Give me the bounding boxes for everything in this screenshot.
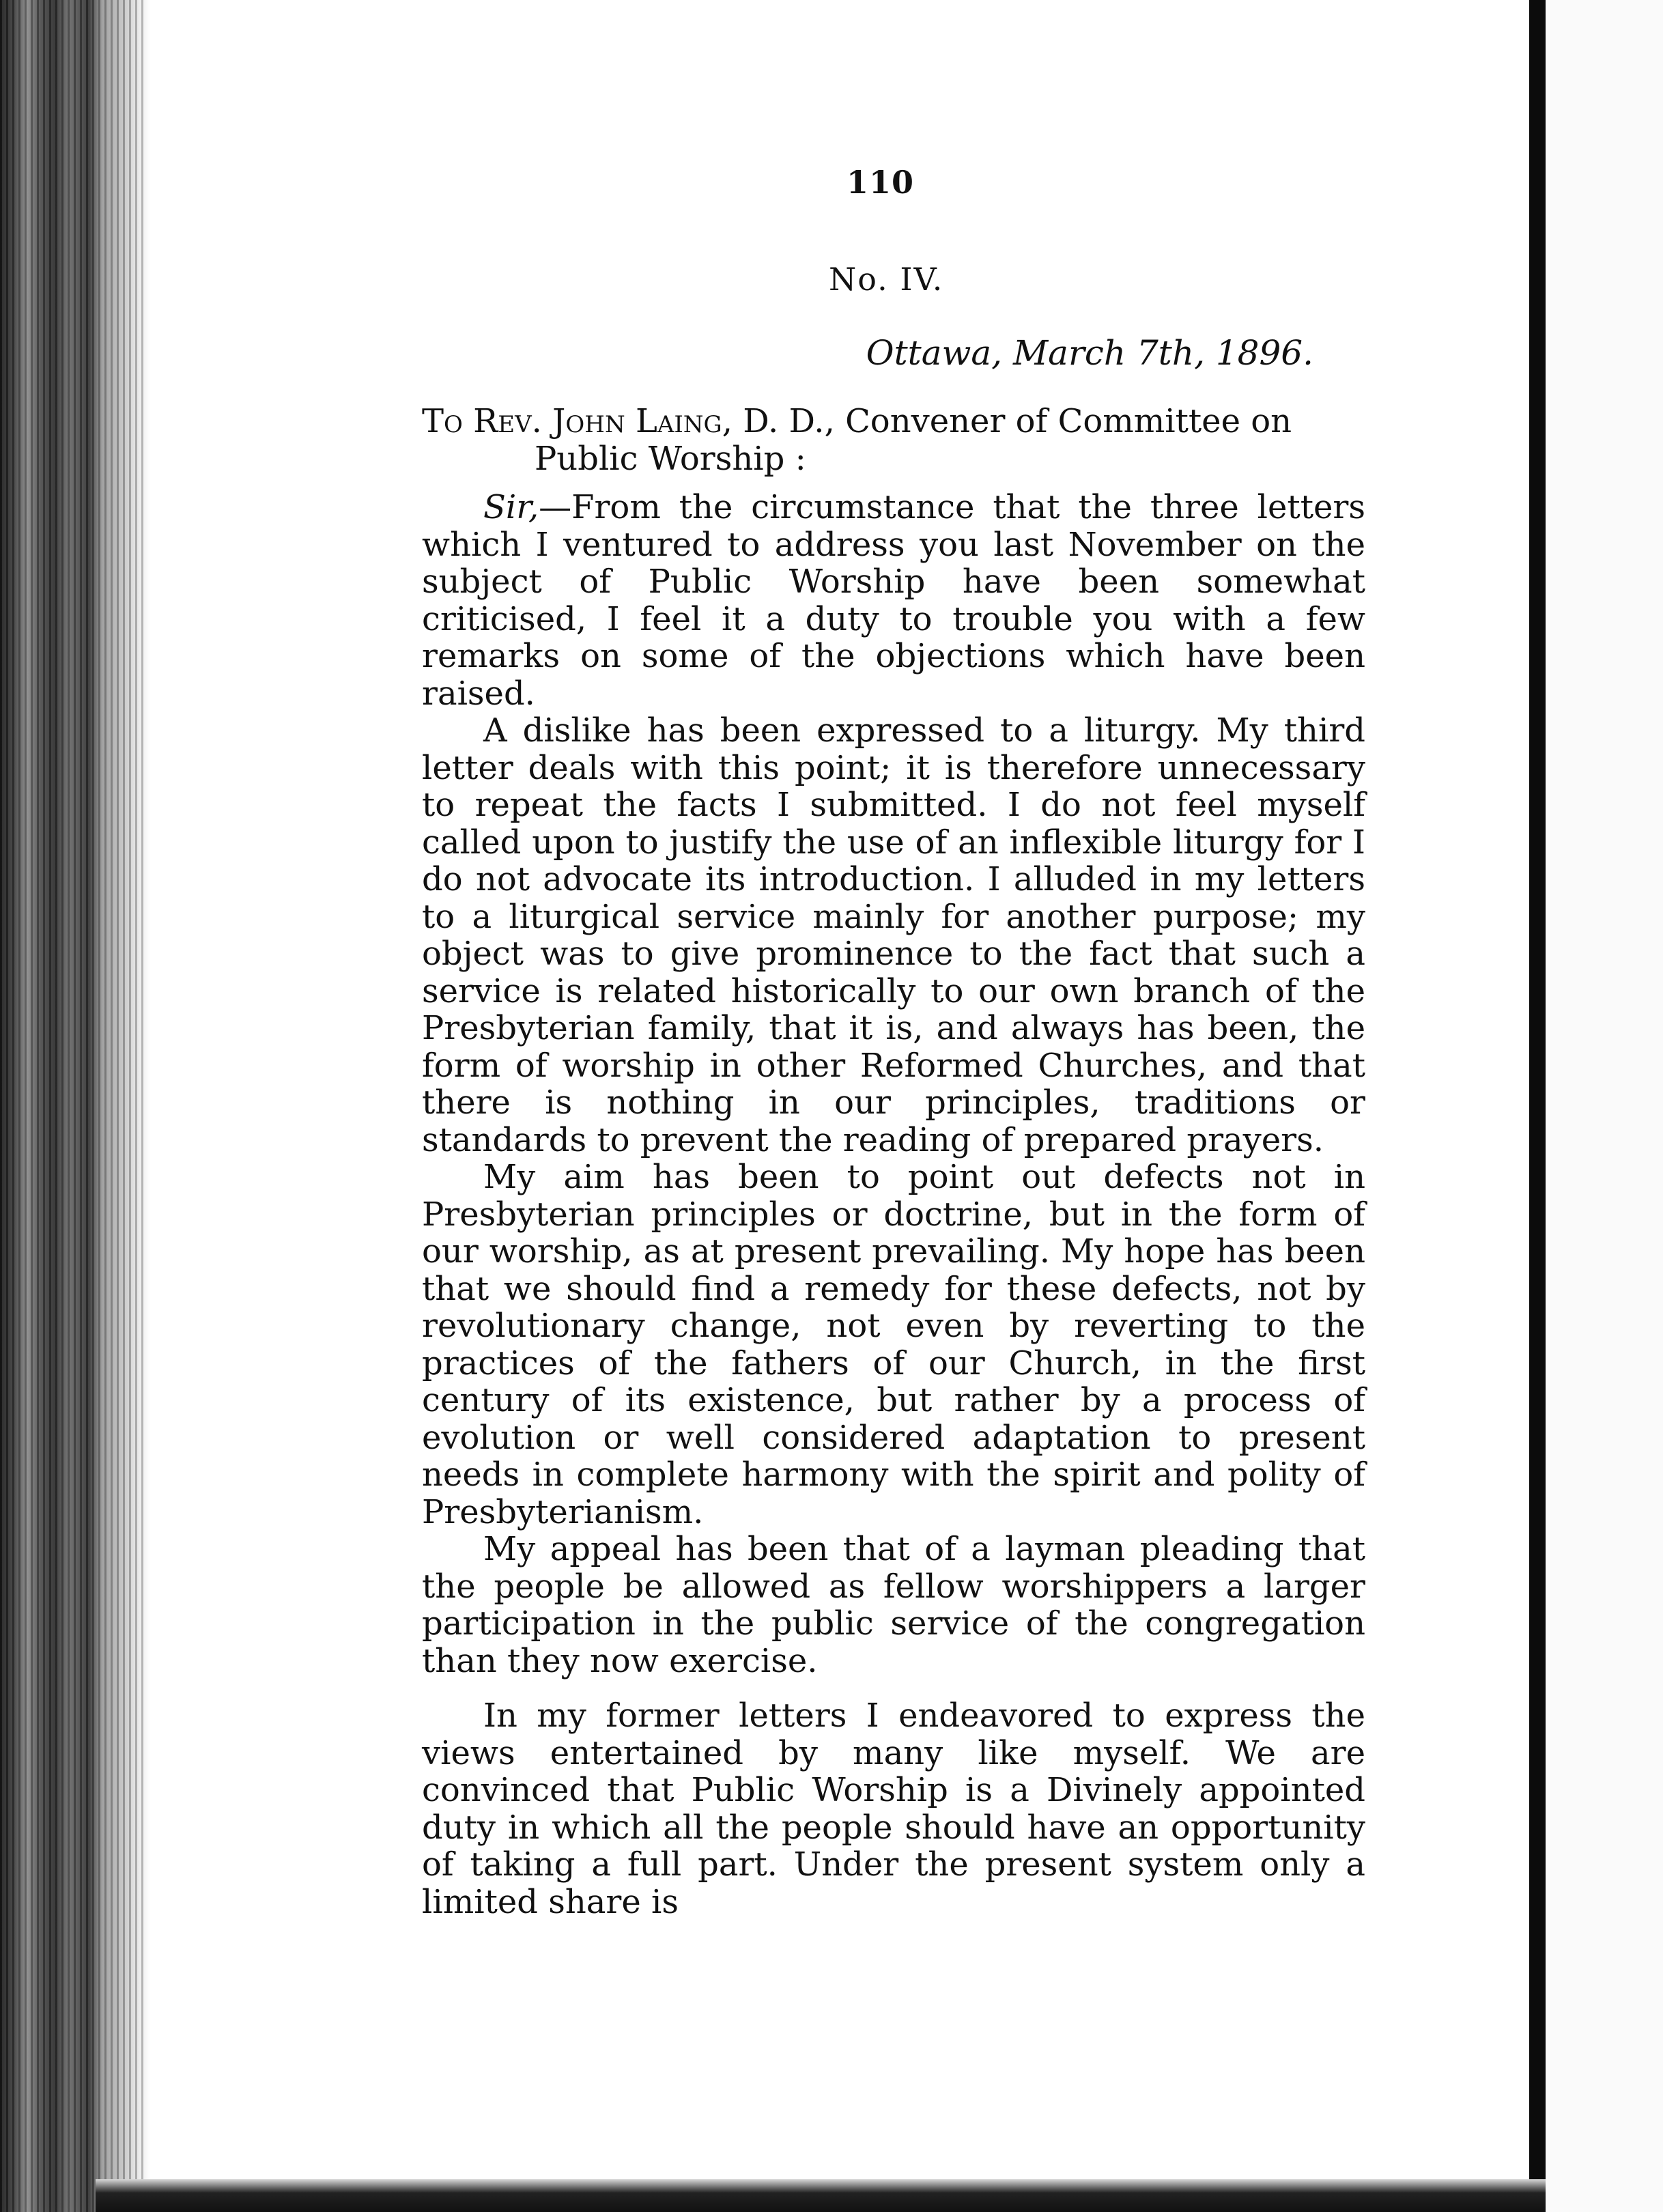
section-heading: No. IV.: [829, 261, 944, 298]
dateline: Ottawa, March 7th, 1896.: [866, 333, 1313, 373]
paragraph-5: In my former letters I endeavored to express the views entertained by many like myself. We are convinced that Public Worship is a Divinely appointed duty in which all the people should have an opportunity of taking a full part. Under the present system only a limited share is: [422, 1697, 1365, 1921]
address-block: [422, 403, 1365, 477]
adjacent-page: [1546, 0, 1663, 2212]
salutation: Sir,: [483, 488, 539, 526]
page-number: 110: [847, 164, 915, 201]
right-page-edge: [1529, 0, 1546, 2212]
paragraph-gap: [422, 1679, 1365, 1697]
address-line-1: [422, 403, 1365, 440]
addressee-title: , Convener of Committee on: [824, 402, 1292, 440]
paragraph-1-text: —From the circumstance that the three letters which I ventured to address you last November on the subject of Public Worship have been somewhat criticised, I feel it a duty to trouble you with a few remarks on some of the objections which have been raised.: [422, 488, 1365, 713]
letter-body: [422, 489, 1365, 1920]
addressee-name: To Rev. John Laing, D. D.: [422, 402, 825, 440]
paragraph-1: [422, 489, 1365, 712]
paragraph-4: My appeal has been that of a layman pleading that the people be allowed as fellow worshippers a larger participation in the public service of the congregation than they now exercise.: [422, 1530, 1365, 1680]
address-line-2: Public Worship :: [535, 439, 806, 478]
paragraph-2: A dislike has been expressed to a liturgy. My third letter deals with this point; it is therefore unnecessary to repeat the facts I submitted. I do not feel myself called upon to justify the use of an inflexible liturgy for I do not advocate its introduction. I alluded in my letters to a liturgical service mainly for another purpose; my object was to give prominence to the fact that such a service is related historically to our own branch of the Presbyterian family, that it is, and always has been, the form of worship in other Reformed Churches, and that there is nothing in our principles, traditions or standards to prevent the reading of prepared prayers.: [422, 711, 1365, 1159]
binding-texture: [0, 0, 143, 2212]
paragraph-3: My aim has been to point out defects not in Presbyterian principles or doctrine, but in the form of our worship, as at present prevailing. My hope has been that we should find a remedy for these defects, not by revolutionary change, not even by reverting to the practices of the fathers of our Church, in the first century of its existence, but rather by a process of evolution or well considered adaptation to present needs in complete harmony with the spirit and polity of Presbyterianism.: [422, 1158, 1365, 1531]
bottom-page-edge: [96, 2179, 1546, 2212]
